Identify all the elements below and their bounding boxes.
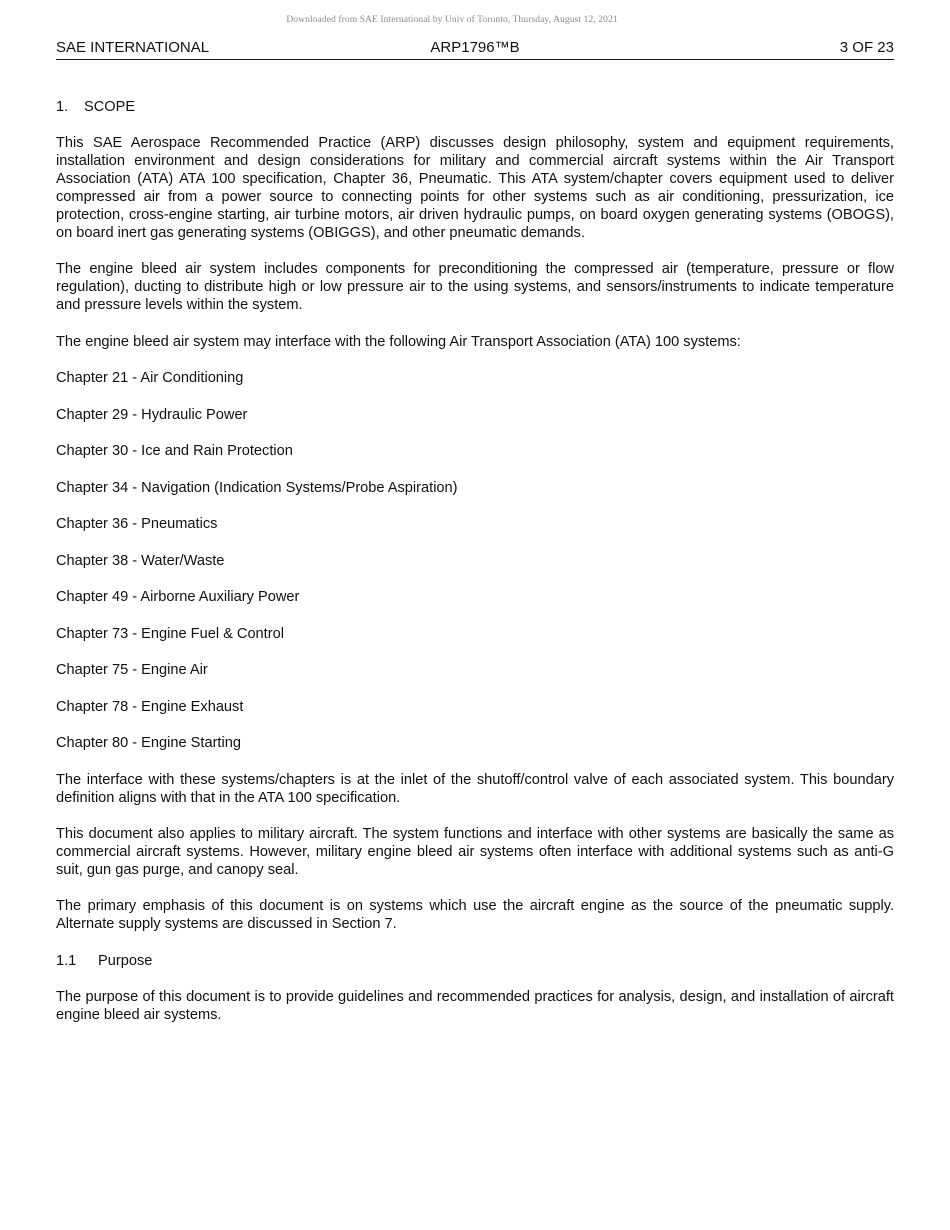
scope-paragraph-3: The engine bleed air system may interface with the following Air Transport Association (ATA) 100 systems:: [56, 333, 741, 350]
chapter-list-item: Chapter 49 - Airborne Auxiliary Power: [56, 589, 300, 606]
scope-paragraph-1: This SAE Aerospace Recommended Practice (ARP) discusses design philosophy, system and equipment requirements, installation environment and design considerations for military and commercial aircraft systems within the Air Transport Association (ATA) ATA 100 specification, Chapter 36, Pneumatic. This ATA system/chapter covers equipment used to deliver compressed air from a power source to connecting points for other systems such as air conditioning, pressurization, ice protection, cross-engine starting, air turbine motors, air driven hydraulic pumps, on board oxygen generating systems (OBOGS), on board inert gas generating systems (OBIGGS), and other pneumatic demands.: [56, 135, 894, 241]
chapter-list-item: Chapter 75 - Engine Air: [56, 662, 208, 679]
chapter-list-item: Chapter 29 - Hydraulic Power: [56, 406, 248, 423]
chapter-list-item: Chapter 21 - Air Conditioning: [56, 370, 244, 387]
emphasis-paragraph: The primary emphasis of this document is on systems which use the aircraft engine as the source of the pneumatic supply. Alternate supply systems are discussed in Section 7.: [56, 898, 894, 933]
chapter-list-item: Chapter 36 - Pneumatics: [56, 516, 218, 533]
download-watermark: Downloaded from SAE International by Univ of Toronto, Thursday, August 12, 2021: [286, 15, 618, 25]
chapter-list-item: Chapter 30 - Ice and Rain Protection: [56, 443, 293, 460]
section-1-number: 1.: [56, 99, 69, 115]
header-page-number: 3 OF 23: [839, 39, 894, 56]
chapter-list-item: Chapter 80 - Engine Starting: [56, 735, 241, 752]
chapter-list-item: Chapter 78 - Engine Exhaust: [56, 698, 244, 715]
section-1-heading: [56, 98, 894, 116]
section-1-1-heading: [56, 952, 894, 970]
interface-paragraph: The interface with these systems/chapters is at the inlet of the shutoff/control valve of each associated system. This boundary definition aligns with that in the ATA 100 specification.: [56, 771, 894, 806]
document-body: [56, 98, 894, 1042]
header-organization: SAE INTERNATIONAL: [56, 39, 210, 56]
ata-chapter-list: [56, 369, 894, 752]
section-1-title: SCOPE: [84, 99, 136, 115]
section-1-1-number: 1.1: [56, 952, 77, 969]
scope-paragraph-2: The engine bleed air system includes components for preconditioning the compressed air (temperature, pressure or flow regulation), ducting to distribute high or low pressure air to the using systems, and sensors/instruments to indicate temperature and pressure levels within the system.: [56, 261, 894, 314]
header-document-id: ARP1796™B: [430, 39, 520, 56]
military-paragraph: This document also applies to military aircraft. The system functions and interface with other systems are basically the same as commercial aircraft systems. However, military engine bleed air systems often interface with additional systems such as anti-G suit, gun gas purge, and canopy seal.: [56, 826, 894, 879]
chapter-list-item: Chapter 38 - Water/Waste: [56, 552, 225, 569]
page-header: [56, 38, 894, 60]
section-1-1-title: Purpose: [98, 952, 153, 969]
chapter-list-item: Chapter 34 - Navigation (Indication Systems/Probe Aspiration): [56, 479, 458, 496]
chapter-list-item: Chapter 73 - Engine Fuel & Control: [56, 625, 284, 642]
purpose-paragraph: The purpose of this document is to provide guidelines and recommended practices for analysis, design, and installation of aircraft engine bleed air systems.: [56, 988, 894, 1023]
